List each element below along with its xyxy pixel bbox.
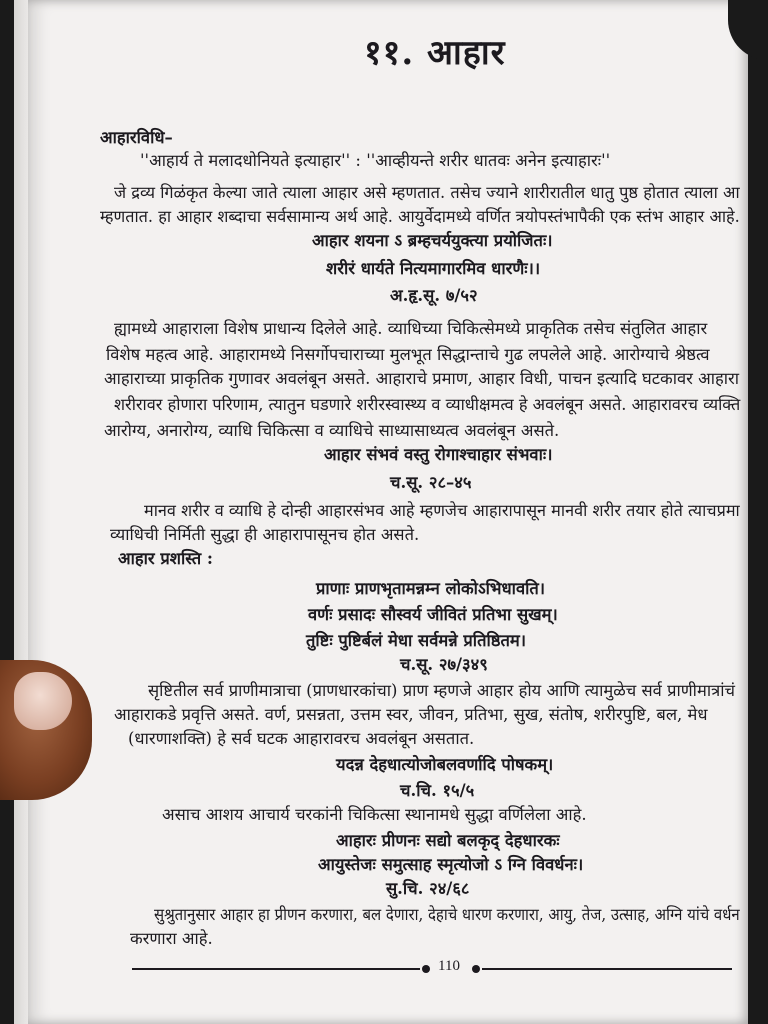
shloka-reference: च.चि. १५/५ <box>400 781 475 800</box>
chapter-title: ११. आहार <box>364 33 506 73</box>
paragraph-line: (धारणाशक्ति) हे सर्व घटक आहारावरच अवलंबून असतात. <box>128 729 475 748</box>
paragraph-line: सृष्टितील सर्व प्राणीमात्राचा (प्राणधारकांचा) प्राण म्हणजे आहार होय आणि त्यामुळेच सर्व प्राणीमात्रांचं <box>148 681 735 700</box>
footer-dot-right <box>472 965 480 973</box>
shloka-line: यदन्न देहधात्योजोबलवर्णादि पोषकम्। <box>336 755 554 774</box>
paragraph-line: ह्यामध्ये आहाराला विशेष प्राधान्य दिलेले आहे. व्याधिच्या चिकित्सेमध्ये प्राकृतिक तसेच संतुलित आहार <box>114 319 708 338</box>
paragraph-line: सुश्रुतानुसार आहार हा प्रीणन करणारा, बल देणारा, देहाचे धारण करणारा, आयु, तेज, उत्साह, अग्नि यांचे वर्धन <box>154 905 740 924</box>
quote-line: ''आहार्य ते मलादधोनियते इत्याहार'' : ''आव्हीयन्ते शरीर धातवः अनेन इत्याहारः'' <box>140 151 611 170</box>
paragraph-line: आरोग्य, अनारोग्य, व्याधि चिकित्सा व व्याधिचे साध्यासाध्यत्व अवलंबून असते. <box>104 421 560 440</box>
paragraph-line: जे द्रव्य गिळंकृत केल्या जाते त्याला आहार असे म्हणतात. तसेच ज्याने शारीरातील धातु पुष्ठ होतात त्याला आ <box>114 183 740 202</box>
shloka-line: वर्णः प्रसादः सौस्वर्य जीवितं प्रतिभा सुखम्। <box>308 605 558 624</box>
paragraph-line: म्हणतात. हा आहार शब्दाचा सर्वसामान्य अर्थ आहे. आयुर्वेदामध्ये वर्णित त्रयोपस्तंभापैकी एक स्तंभ आहार आहे. <box>100 207 740 226</box>
paragraph-line: करणारा आहे. <box>130 929 213 948</box>
shloka-line: प्राणाः प्राणभृतामन्नम्न लोकोऽभिधावति। <box>316 579 546 598</box>
shloka-line: आहार संभवं वस्तु रोगाश्चाहार संभवाः। <box>324 445 553 464</box>
paragraph-line: व्याधिची निर्मिती सुद्धा ही आहारापासूनच होत असते. <box>110 525 420 544</box>
paragraph-line: विशेष महत्व आहे. आहारामध्ये निसर्गोपचाराच्या मुलभूत सिद्धान्ताचे गुढ लपलेले आहे. आरोग्याचे श्रेष्ठत्व <box>106 345 710 364</box>
footer-dot-left <box>422 965 430 973</box>
shloka-reference: च.सू. २७/३४९ <box>400 655 488 674</box>
shloka-reference: च.सू. २८–४५ <box>390 473 472 492</box>
thumb-nail <box>14 672 72 730</box>
section-heading-prashasti: आहार प्रशस्ति : <box>118 549 213 568</box>
paragraph-line: असाच आशय आचार्य चरकांनी चिकित्सा स्थानामधे सुद्धा वर्णिलेला आहे. <box>162 805 587 824</box>
paragraph-line: आहाराकडे प्रवृत्ति असते. वर्ण, प्रसन्नता, उत्तम स्वर, जीवन, प्रतिभा, सुख, संतोष, शरीरपुष्टि, बल, मेध <box>114 705 708 724</box>
page-number: 110 <box>438 958 460 974</box>
paragraph-line: आहाराच्या प्राकृतिक गुणावर अवलंबून असते. आहाराचे प्रमाण, आहार विधी, पाचन इत्यादि घटकावर आहारा <box>104 369 740 388</box>
footer-rule-left <box>132 968 420 970</box>
section-heading-aharvidhi: आहारविधि– <box>100 128 173 147</box>
shloka-line: शरीरं धार्यते नित्यमागारमिव धारणैः।। <box>326 259 541 278</box>
shloka-line: तुष्टिः पुष्टिर्बलं मेधा सर्वमन्ने प्रतिष्ठितम। <box>306 631 526 650</box>
shloka-line: आयुस्तेजः समुत्साह स्मृत्योजो ऽ ग्नि विवर्धनः। <box>318 855 584 874</box>
footer-rule-right <box>482 968 732 970</box>
shloka-line: आहार शयना ऽ ब्रम्हचर्ययुक्त्या प्रयोजितः। <box>312 231 553 250</box>
paragraph-line: शरीरावर होणारा परिणाम, त्यातुन घडणारे शरीरस्वास्थ्य व व्याधीक्षमत्व हे अवलंबून असते. आहारावरच व्यक्ति <box>114 395 741 414</box>
shloka-reference: सु.चि. २४/६८ <box>386 879 470 898</box>
shloka-line: आहारः प्रीणनः सद्यो बलकृद् देहधारकः <box>336 831 560 850</box>
paragraph-line: मानव शरीर व व्याधि हे दोन्ही आहारसंभव आहे म्हणजेच आहारापासून मानवी शरीर तयार होते त्याचप्रमा <box>144 501 740 520</box>
shloka-reference: अ.हृ.सू. ७/५२ <box>390 286 478 305</box>
